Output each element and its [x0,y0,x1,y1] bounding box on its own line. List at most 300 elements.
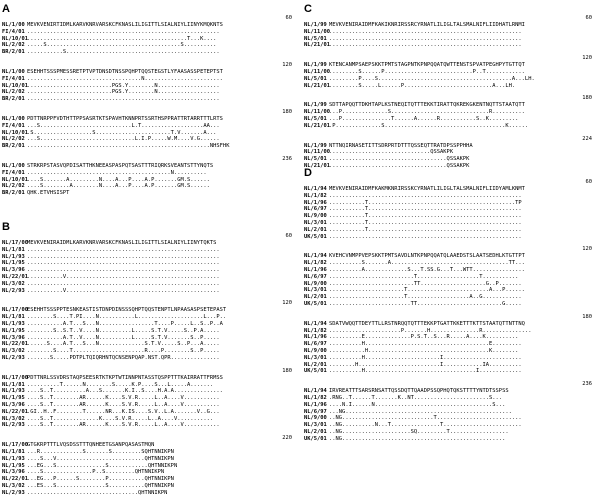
amino-acid-sequence: .S..................S.......................T.V.......A... [27,129,217,136]
sequence-row [304,301,598,308]
sequence-row [2,456,298,463]
sequence-row [2,355,298,362]
sequence-row [304,355,598,362]
strain-label: BR/2/01 [2,190,25,197]
sequence-row [304,76,598,83]
amino-acid-sequence: ...........A.T...S...N.................T....P.....L..S..P..A [27,320,223,327]
amino-acid-sequence: ........................................................... [329,28,522,35]
amino-acid-sequence: MEVKVENIRAIDMFKAKMKNRIRSSKCYRNATLILIGLTALSMALNIFLIIDYAMLKNMT [329,186,525,192]
position-number: 120 [282,62,292,68]
sequence-row [2,476,298,483]
strain-label: BR/2/01 [2,143,25,150]
strain-label: NL/2/02 [2,89,25,96]
strain-label: NL/1/95 [2,327,25,334]
sequence-row [304,69,598,76]
sequence-row [2,442,298,449]
sequence-row [304,156,598,163]
amino-acid-sequence: .................................................T...K.... [27,35,217,42]
strain-label: NL/1/96 [304,266,327,273]
strain-label: NL/1/94 [304,186,327,192]
amino-acid-sequence: KVEHCVNMPPVEPSKKTPMTSAVDLNTKPNPQQATQLAAEDSTSLAATSEDHLKTGTTPT [329,253,525,260]
sequence-row [2,177,298,184]
strain-label: NL/1/95 [2,260,25,267]
sequence-row [304,274,598,281]
amino-acid-sequence: QHK.ETVHSISPT [27,190,70,197]
amino-acid-sequence: ........................................................... [27,96,220,103]
strain-label: NL/2/93 [2,287,25,294]
strain-label: NL/9/00 [304,213,327,220]
strain-label: NL/3/01 [304,220,327,226]
amino-acid-sequence: ..........H......................................E......... [329,341,522,348]
strain-label: NL/6/97 [304,341,327,348]
sequence-row [2,321,298,328]
strain-label: NL/1/93 [2,253,25,260]
strain-label: NL/1/99 [304,62,327,69]
strain-label: FI/4/01 [2,28,25,35]
amino-acid-sequence: ....S..T..........A...S.......K.I..S....H.A.A............... [27,388,223,395]
strain-label: NL/1/82 [304,260,327,267]
amino-acid-sequence: ....S..T..............K....S.V.R.....L..A....V........... [27,415,214,422]
sequence-row [304,213,598,220]
amino-acid-sequence: ........S..S.T..V....N..........L.....S.T.V.....S..P.A..... [27,327,220,334]
strain-label: NL/3/96 [2,469,25,476]
amino-acid-sequence: ....................................QSSAKPK [329,162,470,169]
strain-label: NL/9/00 [304,347,327,354]
sequence-row [304,415,598,422]
sequence-row [304,123,598,130]
strain-label: NL/1/94 [304,253,327,260]
strain-label: NL/1/82 [304,192,327,199]
strain-label: NL/22/01 [2,476,28,483]
panel-c-letter: C [304,3,312,15]
amino-acid-sequence: ...........T............................................... [329,206,522,213]
sequence-row [2,254,298,261]
strain-label: NL/1/95 [2,462,25,469]
strain-label: NL/11/00 [304,109,330,116]
amino-acid-sequence: SDTTAPQQTTDKHTAPLKSTNEQITQTTTEKKTIRATTQKREKGKENTNQTTSTAATQTT [329,102,525,109]
sequence-row [304,253,598,260]
amino-acid-sequence: ........................................................NHSFHK [27,143,230,150]
amino-acid-sequence: ........................................................... [27,260,220,267]
strain-label: NL/2/02 [2,136,25,143]
sequence-row [304,429,598,436]
amino-acid-sequence: ..NG.....................SQ.........T.................. [329,428,509,435]
sequence-row [2,314,298,321]
sequence-row [304,388,598,395]
strain-label: NL/1/00 [2,116,25,122]
strain-label: NL/3/02 [2,415,25,422]
amino-acid-sequence: ..NG..........N...T...............T........................ [329,422,522,429]
sequence-row [304,328,598,335]
position-number: 180 [282,109,292,115]
strain-label: FI/4/01 [2,122,25,129]
strain-label: NL/9/00 [304,415,327,422]
sequence-row [304,294,598,301]
sequence-row [304,29,598,36]
amino-acid-sequence: ....S..T........AR......K....S.V.R.....L..A....V........... [27,422,220,429]
amino-acid-sequence: .......................T.........................A...P...... [329,287,525,294]
strain-label: NL/21/01 [304,122,330,129]
sequence-row [2,240,298,247]
strain-label: NL/1/99 [304,102,327,109]
strain-label: NL/3/01 [304,354,327,361]
strain-label: NL/3/96 [2,401,25,408]
sequence-row [304,143,598,150]
strain-label: NL/22/01 [2,274,28,280]
sequence-row [2,382,298,389]
amino-acid-sequence: ...........T............................................... [329,213,522,220]
strain-label: NL/11/00 [304,28,330,35]
amino-acid-sequence: ...........V............................................... [27,287,220,294]
sequence-row [2,328,298,335]
sequence-row [304,267,598,274]
amino-acid-sequence: ..................................QHTNNIKPN [27,489,168,496]
strain-label: UK/5/01 [304,233,327,240]
sequence-row [304,83,598,90]
sequence-row [2,469,298,476]
sequence-row [2,36,298,43]
strain-label: NL/3/02 [2,348,25,355]
sequence-row [2,281,298,288]
strain-label: NL/2/93 [2,489,25,496]
sequence-row [2,89,298,96]
sequence-row [2,375,298,382]
amino-acid-sequence: ........H.........................I............IA.......... [329,361,522,368]
amino-acid-sequence: GTGKRPTTTLVQSDSSTTTQNHEETGSANPQASASTMQN [27,442,155,449]
sequence-row [2,83,298,90]
sequence-row [2,483,298,490]
amino-acid-sequence: ...........T............................................... [329,226,522,233]
sequence-row [2,76,298,83]
sequence-row [2,335,298,342]
sequence-row [304,42,598,49]
amino-acid-sequence: ....S........A........N....A...P....A.P.......GM.S...... [27,183,210,190]
sequence-row [304,422,598,429]
amino-acid-sequence: ESEHHTSSSPPTESNKEASTISTDNPDINSSSQHPTQQSTENPTLNPAASASPSETEPAST [27,307,227,314]
strain-label: NL/17/00 [2,240,28,246]
sequence-row [304,281,598,288]
strain-label: NL/10/01 [2,176,28,183]
position-number: 120 [582,55,592,62]
strain-label: NL/1/81 [2,246,25,253]
strain-label: NL/6/97 [304,408,327,415]
amino-acid-sequence: ..........E..............P.S.T..S...R.....A....K.......... [329,334,519,341]
amino-acid-sequence: ...........H.....................................K........ [329,347,519,354]
amino-acid-sequence: ..........................PGS.Y........N................... [27,89,220,96]
sequence-row [2,422,298,429]
sequence-row [2,402,298,409]
strain-label: NL/1/82 [304,394,327,401]
position-number: 60 [585,15,592,21]
amino-acid-sequence: ....S.......A.........N....A...P....A.P.......GM.S...... [27,176,210,183]
amino-acid-sequence: .RNG..T......T.......K..NT.......................S... [329,394,503,401]
amino-acid-sequence: IRVREATTTSARSRNSATTQSSDQTTQAADPSSQPHQTQKSTTTTYNTDTSSPSS [329,388,509,395]
strain-label: NL/2/01 [304,361,327,368]
sequence-row [2,29,298,36]
amino-acid-sequence: ...R.............S.......S.........SQHTNNIKPN [27,448,174,455]
strain-label: NL/5/01 [304,156,327,163]
amino-acid-sequence: ............................................N.......... [27,169,207,176]
sequence-row [2,116,298,123]
amino-acid-sequence: ..........S.......A....................................TT... [329,260,525,267]
strain-label: NL/3/96 [2,334,25,341]
strain-label: NL/2/02 [2,42,25,49]
sequence-row [2,307,298,314]
sequence-row [2,163,298,170]
amino-acid-sequence: ..........H.......................I........................ [329,354,522,361]
amino-acid-sequence: ..........T......N........S.....K.P....S...L.....A....... [27,381,214,388]
amino-acid-sequence: NTTNQIRNASETITTSDRPRTDTTTQSSEQTTRATDPSSPPHHA [329,142,473,149]
strain-label: NL/21/01 [304,162,330,169]
sequence-row [2,449,298,456]
amino-acid-sequence: ...ES...S...............S...........QHTNNIKPN [27,482,174,489]
strain-label: NL/1/99 [304,22,327,28]
sequence-row [304,200,598,207]
amino-acid-sequence: ...........V............................................... [27,274,220,280]
sequence-row [2,247,298,254]
strain-label: NL/1/00 [2,69,25,75]
sequence-row [304,109,598,116]
sequence-row [304,436,598,443]
strain-label: NL/1/96 [304,401,327,408]
sequence-row [304,409,598,416]
strain-label: NL/2/01 [304,428,327,435]
amino-acid-sequence: ...........T............................................... [329,220,522,226]
amino-acid-sequence: ..........................TT....................G..P....... [329,280,522,287]
strain-label: BR/2/01 [2,96,25,103]
position-number: 120 [582,246,592,253]
sequence-row [2,463,298,470]
strain-label: NL/1/94 [304,388,327,395]
strain-label: NL/1/00 [2,163,25,169]
sequence-row [2,288,298,295]
strain-label: NL/3/96 [2,267,25,274]
strain-label: NL/1/00 [2,22,25,28]
strain-label: NL/1/96 [304,334,327,341]
amino-acid-sequence: STRKRPSTASVQPDISATTHKNEEASPASPQTSASTTTRIQRKSVEANTSTTYNQTS [27,163,214,169]
position-number: 60 [285,233,292,239]
amino-acid-sequence: KTENCANMPSAEPSKKTPMTSTAGPNTKPNPQQATQWTTENSTSPVATPEGHPYTGTTQT [329,62,525,69]
sequence-row [304,36,598,43]
sequence-row [304,62,598,69]
sequence-row [304,193,598,200]
sequence-row [304,402,598,409]
amino-acid-sequence: SDATVWQQTTDEYTTLLRSTNRQQTQTTTEKKPTGATTKKETTTKTTSTAATQTTNTTNQ [329,320,525,327]
strain-label: NL/1/82 [304,327,327,334]
amino-acid-sequence: .GI..H..F........T......NR...K.IS....S.V..L.A.......V..G... [27,408,220,415]
amino-acid-sequence: ....S...V...........................QHTNNIKPN [27,455,174,462]
sequence-row [2,341,298,348]
amino-acid-sequence: ...P..............S..............................R.......... [329,109,525,116]
sequence-row [304,287,598,294]
strain-label: NL/11/00 [304,68,330,75]
sequence-row [304,102,598,109]
strain-label: NL/5/01 [304,75,327,82]
strain-label: NL/17/00 [2,442,28,449]
sequence-row [2,170,298,177]
strain-label: NL/2/93 [2,354,25,361]
amino-acid-sequence: .....S.........................................S.......... [27,42,217,49]
sequence-row [2,22,298,29]
sequence-row [2,388,298,395]
amino-acid-sequence: ...........S............................................... [27,49,220,56]
sequence-row [2,183,298,190]
strain-label: NL/1/96 [304,199,327,206]
position-number: 236 [582,381,592,388]
amino-acid-sequence: ....S..T........AR......K....S.V.R.....L..A....V........... [27,401,220,408]
amino-acid-sequence: ...P...............T......A......R...........S..K......... [329,115,519,122]
sequence-row [304,234,598,241]
amino-acid-sequence: ........................................................... [329,35,522,42]
position-number: 220 [282,435,292,442]
position-number: 120 [282,300,292,307]
strain-label: UK/5/01 [304,435,327,442]
amino-acid-sequence: ........S....T.PI....N...........L....................L...P.. [27,314,227,321]
amino-acid-sequence: ....................................QSSAKPK [329,156,470,163]
strain-label: NL/6/97 [304,273,327,280]
strain-label: NL/21/01 [304,42,330,49]
amino-acid-sequence: ....S...............P..S.........QHTNNIKPN [27,469,165,476]
amino-acid-sequence: ........................................................... [27,280,220,287]
amino-acid-sequence: ......................P.......H...............R............... [329,327,532,334]
amino-acid-sequence: ESEHHTSSSPMESSRETPTVPTDNSDTNSSPQHPTQQSTEGSTLYFAASASSPETEPTST [27,69,223,75]
amino-acid-sequence: ..NG............................T.......................... [329,415,522,422]
sequence-row [304,395,598,402]
sequence-row [304,368,598,375]
sequence-row [2,49,298,56]
amino-acid-sequence: .........S......P...........................P..T............ [329,68,525,75]
strain-label: NL/17/00 [2,374,28,381]
sequence-row [2,130,298,137]
amino-acid-sequence: ....N.I......N....................................S... [329,401,506,408]
panel-b-letter: B [2,221,10,233]
amino-acid-sequence: ........................................................... [27,267,220,274]
sequence-row [304,220,598,227]
amino-acid-sequence: .......................T...................A..G............ [329,294,522,301]
sequence-row [304,348,598,355]
amino-acid-sequence: ...S.............................L.I.P.....W.M....V.G...... [27,136,220,143]
sequence-row [2,409,298,416]
position-number: 180 [582,95,592,102]
sequence-row [304,362,598,369]
sequence-row [2,69,298,76]
sequence-row [2,190,298,197]
amino-acid-sequence: ......S....A.T...S...N..............S.T.V.....S..P...A..... [27,341,220,348]
strain-label: NL/1/95 [2,395,25,402]
sequence-row [2,136,298,143]
amino-acid-sequence: ..NG.................................................. [329,435,506,442]
strain-label: NL/5/01 [304,115,327,122]
sequence-row [304,334,598,341]
sequence-row [2,143,298,150]
amino-acid-sequence: PDTTNRLSSVDRSTAQPSEESRTKTKPTWTINNPNTASSTQSPPTTTKAIRRATTFRMSS [27,374,223,381]
amino-acid-sequence: .......S.....PDTPLTQIQRHNTQCNSENPQAP.NST.QPR............... [27,354,220,361]
amino-acid-sequence: .........S.....L......P...........................A...LH. [329,82,516,89]
position-number: 236 [282,156,292,162]
strain-label: NL/22/01 [2,408,28,415]
sequence-row [2,260,298,267]
amino-acid-sequence: ..........H..................................I............. [329,368,522,375]
amino-acid-sequence: MEVKVENIRTIDMLKARVKNRVARSKCFKNASLILIGITTLSIALNIYLIINYKMQKNTS [27,22,223,28]
strain-label: NL/2/01 [304,294,327,301]
amino-acid-sequence: PDTTNRPPFVDTHTTPPSASRTKTSPAVHTKNNPRTSSRTHSPPRATTRTARRTTTLRTS [27,116,223,122]
panel-a-letter: A [2,3,10,15]
sequence-row [2,96,298,103]
amino-acid-sequence: ........................................................... [27,253,220,260]
amino-acid-sequence: ...NG................................................... [329,408,512,415]
strain-label: NL/22/01 [2,341,28,348]
panel-d-letter: D [304,167,312,179]
sequence-row [2,416,298,423]
amino-acid-sequence: MEVKVENIRAIDMFKAKIKNRIRSSRCYRNATLILIGLTALSMALNIFLIIDHATLRNMI [329,22,525,28]
amino-acid-sequence: ...EG...P......S........P...........QHTNNIKPN [27,476,174,483]
strain-label: NL/1/81 [2,381,25,388]
sequence-row [304,163,598,170]
strain-label: NL/10/01 [2,82,28,89]
strain-label: NL/11/00 [304,149,330,156]
strain-label: NL/17/00 [2,307,28,314]
strain-label: NL/2/93 [2,422,25,429]
sequence-row [304,260,598,267]
amino-acid-sequence: ........................................................... [329,233,522,240]
sequence-row [304,321,598,328]
strain-label: NL/1/94 [304,320,327,327]
amino-acid-sequence: ........................................................... [27,28,220,35]
sequence-row [2,395,298,402]
strain-label: NL/1/81 [2,314,25,321]
amino-acid-sequence: ...................................N........................ [27,75,223,82]
amino-acid-sequence: ....S..T........AR......K....S.V.R.....L..A....V........... [27,395,220,402]
sequence-row [304,227,598,234]
sequence-row [2,348,298,355]
amino-acid-sequence: ...............................QSSAKPK [329,149,454,156]
strain-label: NL/6/97 [304,206,327,213]
amino-acid-sequence: ...........A.T..V....N..........L.....S.T.V.......S..P..... [27,334,220,341]
amino-acid-sequence: ...S............................L.T...................AA... [27,122,220,129]
sequence-row [2,490,298,497]
strain-label: NL/3/02 [2,280,25,287]
strain-label: NL/1/93 [2,320,25,327]
strain-label: NL/3/02 [2,482,25,489]
amino-acid-sequence: .........................TT..........................G..... [329,300,522,307]
position-number: 180 [582,313,592,320]
strain-label: NL/3/01 [304,287,327,294]
strain-label: NL/1/93 [2,388,25,395]
sequence-row [304,22,598,29]
amino-acid-sequence: ...EG...S...............S............QHTNNIKPN [27,462,178,469]
strain-label: NL/2/02 [2,183,25,190]
position-number: 60 [585,179,592,185]
strain-label: UK/5/01 [304,300,327,307]
amino-acid-sequence: MEVKVENIRAIDMLKARVKNRVARSKCFKNASLILIGITTLSIALNIYLIINYTQKTS [27,240,217,246]
sequence-row [304,341,598,348]
strain-label: NL/21/01 [304,82,330,89]
strain-label: NL/1/93 [2,455,25,462]
strain-label: NL/10/01 [2,129,28,136]
sequence-row [2,42,298,49]
strain-label: BR/2/01 [2,49,25,56]
amino-acid-sequence: ..........A.............S...T.SS.G...T...WTT................ [329,266,525,273]
amino-acid-sequence: ........................................................... [329,192,522,199]
position-number: 180 [282,367,292,374]
sequence-row [304,149,598,156]
sequence-row [304,206,598,213]
strain-label: FI/4/01 [2,169,25,176]
position-number: 60 [285,15,292,21]
strain-label: NL/1/99 [304,142,327,149]
sequence-row [2,274,298,281]
strain-label: NL/9/00 [304,280,327,287]
